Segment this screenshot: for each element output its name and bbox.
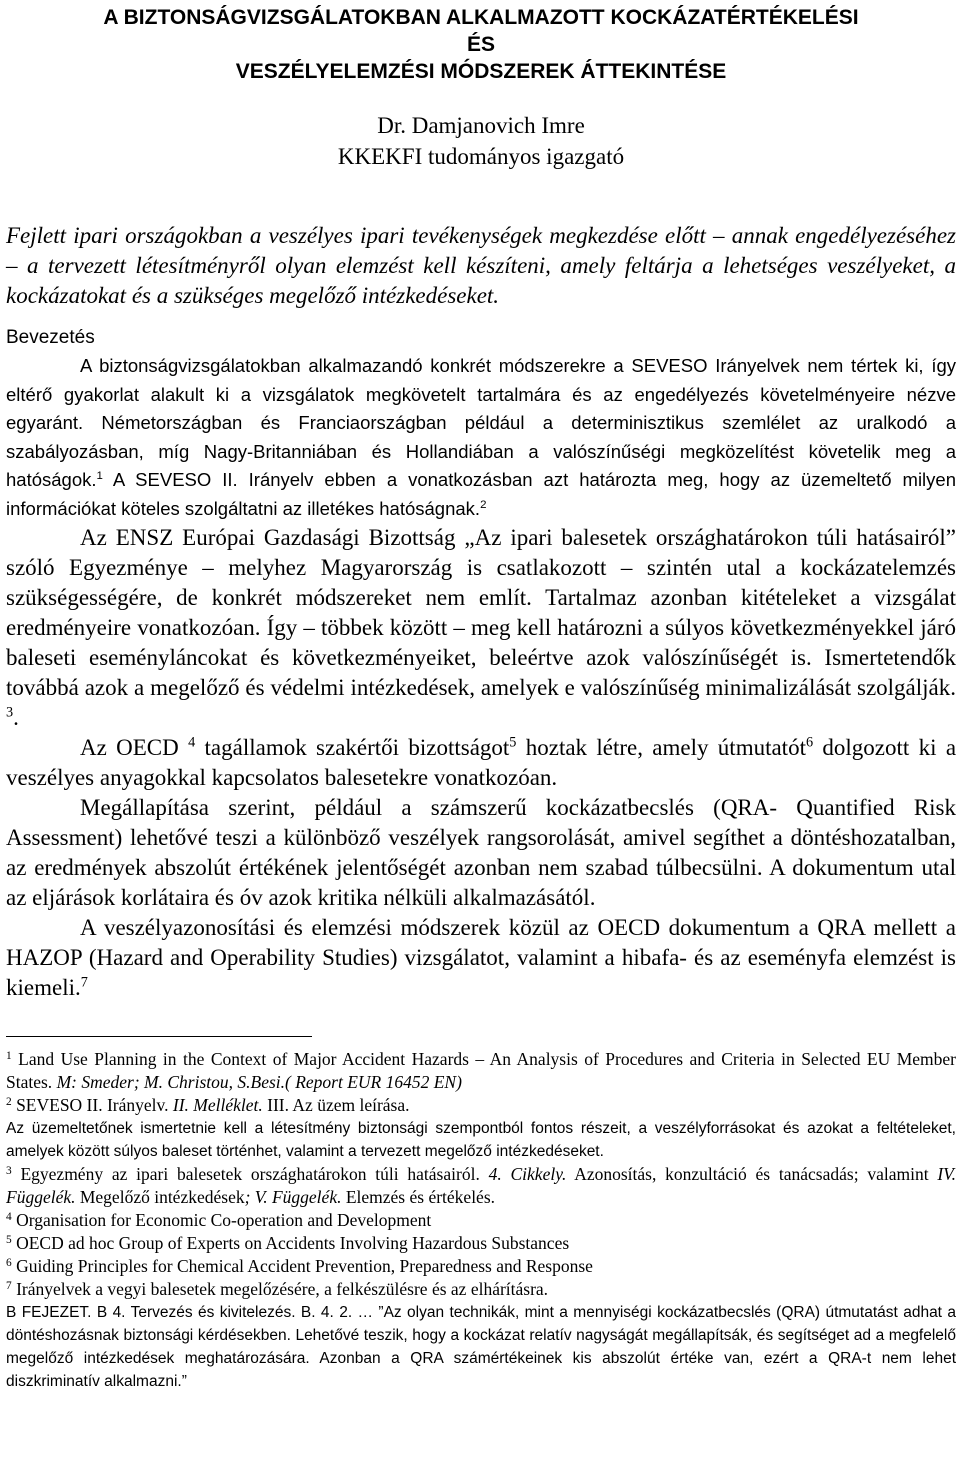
section-heading: Bevezetés [6, 327, 95, 348]
footnote-separator [6, 1036, 312, 1037]
paragraph-text: A biztonságvizsgálatokban alkalmazandó konkrét módszerekre a SEVESO Irányelvek nem tértek ki, így eltérő gyakorlat alakult ki a vizsgálatok megkövetelt tartalmára és az engedélyezés követelményeire nézve egyaránt. Németországban és Franciaországban például a determinisztikus szemlélet az uralkodó a szabályozásban, míg Nagy-Britanniában és Hollandiában a valószínűségi megközelítést követelik meg a hatóságok. [6, 355, 956, 490]
title-line-3: VESZÉLYELEMZÉSI MÓDSZEREK ÁTTEKINTÉSE [235, 60, 727, 83]
paragraph-oecd [6, 733, 956, 793]
footnote-ref: 1 [96, 470, 103, 483]
footnote-number: 1 [6, 1049, 12, 1062]
footnote-text: Guiding Principles for Chemical Accident Prevention, Preparedness and Response [16, 1256, 593, 1276]
footnote-text: Elemzés és értékelés. [345, 1187, 496, 1207]
footnote-7 [6, 1278, 956, 1301]
footnote-number: 4 [6, 1210, 12, 1223]
footnote-4 [6, 1209, 956, 1232]
author-name: Dr. Damjanovich Imre [377, 113, 585, 138]
paragraph-text: tagállamok szakértői bizottságot [204, 735, 510, 760]
footnote-2 [6, 1094, 956, 1117]
footnote-text: OECD ad hoc Group of Experts on Accidents Involving Hazardous Substances [16, 1233, 570, 1253]
footnote-1 [6, 1048, 956, 1094]
footnote-5 [6, 1232, 956, 1255]
footnote-3 [6, 1163, 956, 1209]
paragraph-text: Az ENSZ Európai Gazdasági Bizottság „Az ipari balesetek országhatárokon túli hatásairól” szóló Egyezménye – melyhez Magyarország is csatlakozott – szintén utal a kockázatelemzés szükségességére, de konkrét módszereket nem említ. Tartalmaz azonban kitételeket a vizsgálat eredményeire vonatkozóan. Így – többek között – meg kell határozni a súlyos következményekkel járó baleseti eseményláncokat és következményeiket, beleértve azok valószínűségét is. Ismertetendők továbbá azok a megelőző és védelmi intézkedések, amelyek e valószínűség minimalizálását szolgálják. [6, 525, 956, 700]
paragraph-methods [6, 913, 956, 1003]
document-page [6, 0, 956, 1393]
paragraph-text: A veszélyazonosítási és elemzési módszerek közül az OECD dokumentum a QRA mellett a HAZOP (Hazard and Operability Studies) vizsgálatot, valamint a hibafa- és az eseményfa elemzést is kiemeli. [6, 915, 956, 1000]
paragraph-ensz [6, 523, 956, 733]
footnote-text: Organisation for Economic Co-operation and Development [16, 1210, 432, 1230]
footnote-number: 6 [6, 1256, 12, 1269]
footnote-7-continuation: B FEJEZET. B 4. Tervezés és kivitelezés. B. 4. 2. … ”Az olyan technikák, mint a mennyiségi kockázatbecslés (QRA) útmutatást adhat a döntéshozásnak biztonsági kérdésekben. Lehetővé teszik, hogy a kockázat relatív nagyságát megállapítsák, és segítséget ad a megfelelő megelőző intézkedések meghatározására. Azonban a QRA számértékeinek kis abszolút értéke van, ezért a QRA-t nem lehet diszkriminatív alkalmazni.” [6, 1304, 956, 1390]
footnote-ref: 5 [509, 734, 517, 751]
paragraph-text: Az OECD [80, 735, 179, 760]
footnote-ref: 7 [80, 974, 88, 991]
footnote-text: Land Use Planning in the Context of Major Accident Hazards – An Analysis of Procedures and Criteria in Selected EU Member States. [6, 1049, 956, 1092]
paragraph-text: hoztak létre, amely útmutatót [525, 735, 806, 760]
abstract: Fejlett ipari országokban a veszélyes ipari tevékenységek megkezdése előtt – annak engedélyezéséhez – a tervezett létesítményről olyan elemzést kell készíteni, amely feltárja a lehetséges veszélyeket, a kockázatokat és a szükséges megelőző intézkedéseket. [6, 223, 956, 308]
footnote-italic: IV. Függelék. [6, 1164, 956, 1207]
footnote-2-continuation: Az üzemeltetőnek ismertetnie kell a létesítmény biztonsági szempontból fontos részeit, a veszélyforrásokat és azokat a feltételeket, amelyek között súlyos baleset történhet, valamint a tervezett megelőző intézkedéseket. [6, 1120, 956, 1160]
author-position: KKEKFI tudományos igazgató [337, 144, 625, 169]
footnote-number: 5 [6, 1233, 12, 1246]
footnote-ref: 3 [6, 704, 14, 721]
title-line-2: ÉS [466, 33, 495, 56]
footnote-italic: ; V. Függelék. [244, 1187, 342, 1207]
footnote-italic: M: Smeder; M. Christou, S.Besi.( Report EUR 16452 EN) [56, 1072, 462, 1092]
paragraph-text: dolgozott ki a veszélyes anyagokkal kapcsolatos balesetekre vonatkozóan. [6, 735, 957, 790]
footnote-text: Irányelvek a vegyi balesetek megelőzésére, a felkészülésre és az elhárításra. [16, 1279, 549, 1299]
footnote-number: 2 [6, 1095, 12, 1108]
footnote-number: 7 [6, 1279, 12, 1292]
paragraph-tail: . [13, 705, 19, 730]
footnote-ref: 2 [480, 498, 487, 511]
author-block [6, 110, 956, 172]
footnote-number: 3 [6, 1164, 12, 1177]
footnote-text: Egyezmény az ipari balesetek országhatárokon túli hatásairól. [20, 1164, 480, 1184]
paragraph-qra: Megállapítása szerint, például a számszerű kockázatbecslés (QRA- Quantified Risk Assessment) lehetővé teszi a különböző veszélyek rangsorolását, amivel segíthet a döntéshozatalban, az eredmények abszolút értékének jelentőségét azonban nem szabad túlbecsülni. A dokumentum utal az eljárások korlátaira és óv azok kritika nélküli alkalmazásától. [6, 795, 956, 910]
title-line-1: A BIZTONSÁGVIZSGÁLATOKBAN ALKALMAZOTT KOCKÁZATÉRTÉKELÉSI [103, 6, 859, 29]
paragraph-text: A SEVESO II. Irányelv ebben a vonatkozásban azt határozta meg, hogy az üzemeltető milyen információkat köteles szolgáltatni az illetékes hatóságnak. [6, 469, 956, 519]
document-title [6, 4, 956, 85]
footnote-ref: 6 [805, 734, 814, 751]
footnote-italic: 4. Cikkely. [488, 1164, 567, 1184]
footnote-6 [6, 1255, 956, 1278]
footnote-ref: 4 [188, 734, 196, 751]
paragraph-intro [6, 352, 956, 523]
footnote-italic: II. Melléklet. [172, 1095, 263, 1115]
footnote-text: Azonosítás, konzultáció és tanácsadás; valamint [574, 1164, 929, 1184]
footnote-text: III. Az üzem leírása. [267, 1095, 410, 1115]
footnote-text: SEVESO II. Irányelv. [16, 1095, 169, 1115]
footnote-text: Megelőző intézkedések [79, 1187, 245, 1207]
